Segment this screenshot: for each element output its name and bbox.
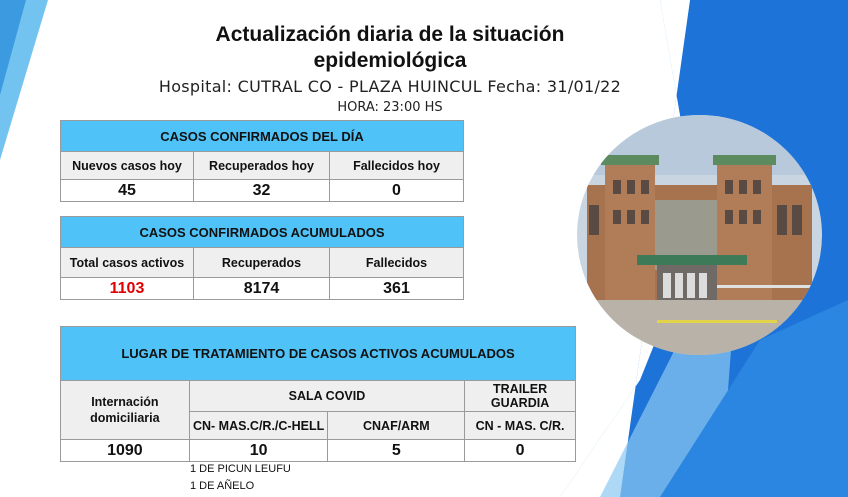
home-care-header: Internación domiciliaria (61, 381, 190, 440)
hospital-building-photo (577, 115, 822, 355)
time-label: HORA: 23:00 HS (337, 100, 443, 115)
daily-recovered-header: Recuperados hoy (194, 152, 330, 180)
daily-cases-title: CASOS CONFIRMADOS DEL DÍA (61, 121, 464, 152)
daily-new-header: Nuevos casos hoy (61, 152, 194, 180)
home-care-value: 1090 (61, 440, 190, 462)
trailer-value: 0 (465, 440, 576, 462)
active-cases-header: Total casos activos (61, 248, 194, 278)
active-cases-value: 1103 (61, 278, 194, 300)
covid-ward-header: SALA COVID (189, 381, 464, 412)
covid-ward-col-1: CN- MAS.C/R./C-HELL (189, 412, 328, 440)
trailer-col: CN - MAS. C/R. (465, 412, 576, 440)
covid-ward-value-1: 10 (189, 440, 328, 462)
recovered-value: 8174 (194, 278, 330, 300)
recovered-header: Recuperados (194, 248, 330, 278)
footnote-picun-leufu: 1 DE PICUN LEUFU (190, 463, 291, 475)
daily-new-value: 45 (61, 180, 194, 202)
cumulative-cases-table (60, 216, 464, 300)
treatment-location-table (60, 326, 576, 462)
daily-cases-table (60, 120, 464, 202)
deaths-value: 361 (330, 278, 464, 300)
cumulative-title: CASOS CONFIRMADOS ACUMULADOS (61, 217, 464, 248)
page-title: Actualización diaria de la situación epidemiológica (215, 23, 565, 72)
deaths-header: Fallecidos (330, 248, 464, 278)
trailer-header: TRAILER GUARDIA (465, 381, 576, 412)
daily-recovered-value: 32 (194, 180, 330, 202)
footnote-anelo: 1 DE AÑELO (190, 480, 255, 492)
covid-ward-value-2: 5 (328, 440, 465, 462)
hospital-date-line: Hospital: CUTRAL CO - PLAZA HUINCUL Fecha: 31/01/22 (158, 77, 622, 96)
daily-deaths-value: 0 (330, 180, 464, 202)
daily-deaths-header: Fallecidos hoy (330, 152, 464, 180)
covid-ward-col-2: CNAF/ARM (328, 412, 465, 440)
treatment-title: LUGAR DE TRATAMIENTO DE CASOS ACTIVOS ACUMULADOS (61, 327, 576, 381)
